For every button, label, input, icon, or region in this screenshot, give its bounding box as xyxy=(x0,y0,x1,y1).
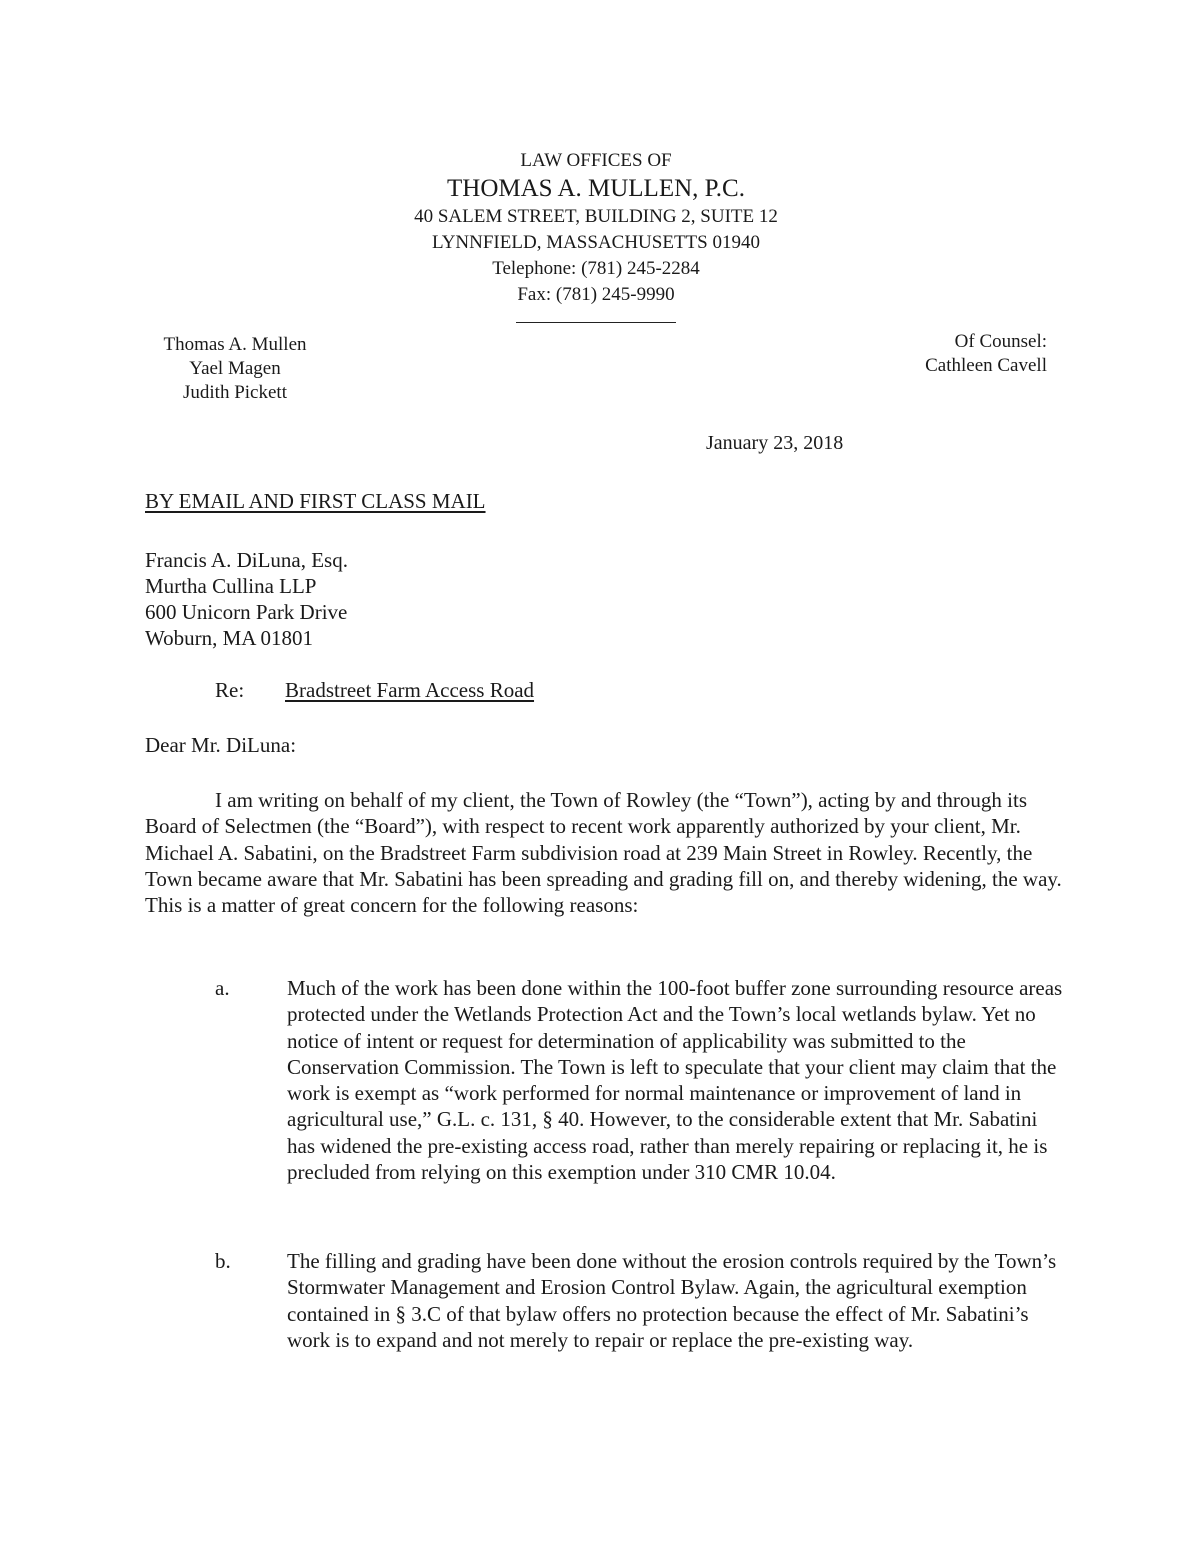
body-paragraph: I am writing on behalf of my client, the Town of Rowley (the “Town”), acting by and through its Board of Selectmen (the “Board”), with respect to recent work apparently authorized by your client, Mr. Michael A. Sabatini, on the Bradstreet Farm subdivision road at 239 Main Street in Rowley. Recently, the Town became aware that Mr. Sabatini has been spreading and grading fill on, and thereby widening, the way. This is a matter of great concern for the following reasons: xyxy=(145,788,1062,918)
firm-name: THOMAS A. MULLEN, P.C. xyxy=(447,175,745,202)
recipient-address xyxy=(145,547,348,651)
salutation: Dear Mr. DiLuna: xyxy=(145,733,297,757)
letterhead-divider xyxy=(516,322,676,323)
letter-date: January 23, 2018 xyxy=(706,432,844,454)
reason-item xyxy=(215,975,1065,1185)
attorney-list xyxy=(150,333,320,405)
recipient-city: Woburn, MA 01801 xyxy=(145,626,314,650)
firm-fax: Fax: (781) 245-9990 xyxy=(517,284,675,305)
recipient-name: Francis A. DiLuna, Esq. xyxy=(145,548,348,572)
of-counsel-name: Cathleen Cavell xyxy=(925,355,1047,376)
firm-address-line2: LYNNFIELD, MASSACHUSETTS 01940 xyxy=(432,232,760,253)
reason-marker: b. xyxy=(215,1249,231,1273)
attorney-name: Yael Magen xyxy=(189,358,281,379)
firm-telephone: Telephone: (781) 245-2284 xyxy=(492,258,700,279)
attorney-name: Judith Pickett xyxy=(183,382,287,403)
reason-marker: a. xyxy=(215,976,230,1000)
re-label: Re: xyxy=(215,678,245,702)
letterhead xyxy=(0,148,1192,323)
delivery-method: BY EMAIL AND FIRST CLASS MAIL xyxy=(145,489,486,513)
of-counsel-label: Of Counsel: xyxy=(954,331,1047,352)
reason-text: Much of the work has been done within the 100-foot buffer zone surrounding resource areas protected under the Wetlands Protection Act and the Town’s local wetlands bylaw. Yet no notice of intent or request for determination of applicability was submitted to the Conservation Commission. The Town is left to speculate that your client may claim that the work is exempt as “work performed for normal maintenance or improvement of land in agricultural use,” G.L. c. 131, § 40. However, to the considerable extent that Mr. Sabatini has widened the pre-existing access road, rather than merely repairing or replacing it, he is precluded from relying on this exemption under 310 CMR 10.04. xyxy=(287,976,1063,1185)
letterhead-law-offices: LAW OFFICES OF xyxy=(520,150,672,171)
re-subject: Bradstreet Farm Access Road xyxy=(285,678,535,702)
of-counsel xyxy=(880,330,1047,378)
recipient-firm: Murtha Cullina LLP xyxy=(145,574,317,598)
reason-text: The filling and grading have been done without the erosion controls required by the Town’s Stormwater Management and Erosion Control Bylaw. Again, the agricultural exemption contained in § 3.C of that bylaw offers no protection because the effect of Mr. Sabatini’s work is to expand and not merely to repair or replace the pre-existing way. xyxy=(287,1249,1057,1352)
firm-address-line1: 40 SALEM STREET, BUILDING 2, SUITE 12 xyxy=(414,206,778,227)
attorney-name: Thomas A. Mullen xyxy=(163,334,307,355)
recipient-street: 600 Unicorn Park Drive xyxy=(145,600,348,624)
re-line xyxy=(215,678,534,703)
reason-item xyxy=(215,1248,1065,1353)
